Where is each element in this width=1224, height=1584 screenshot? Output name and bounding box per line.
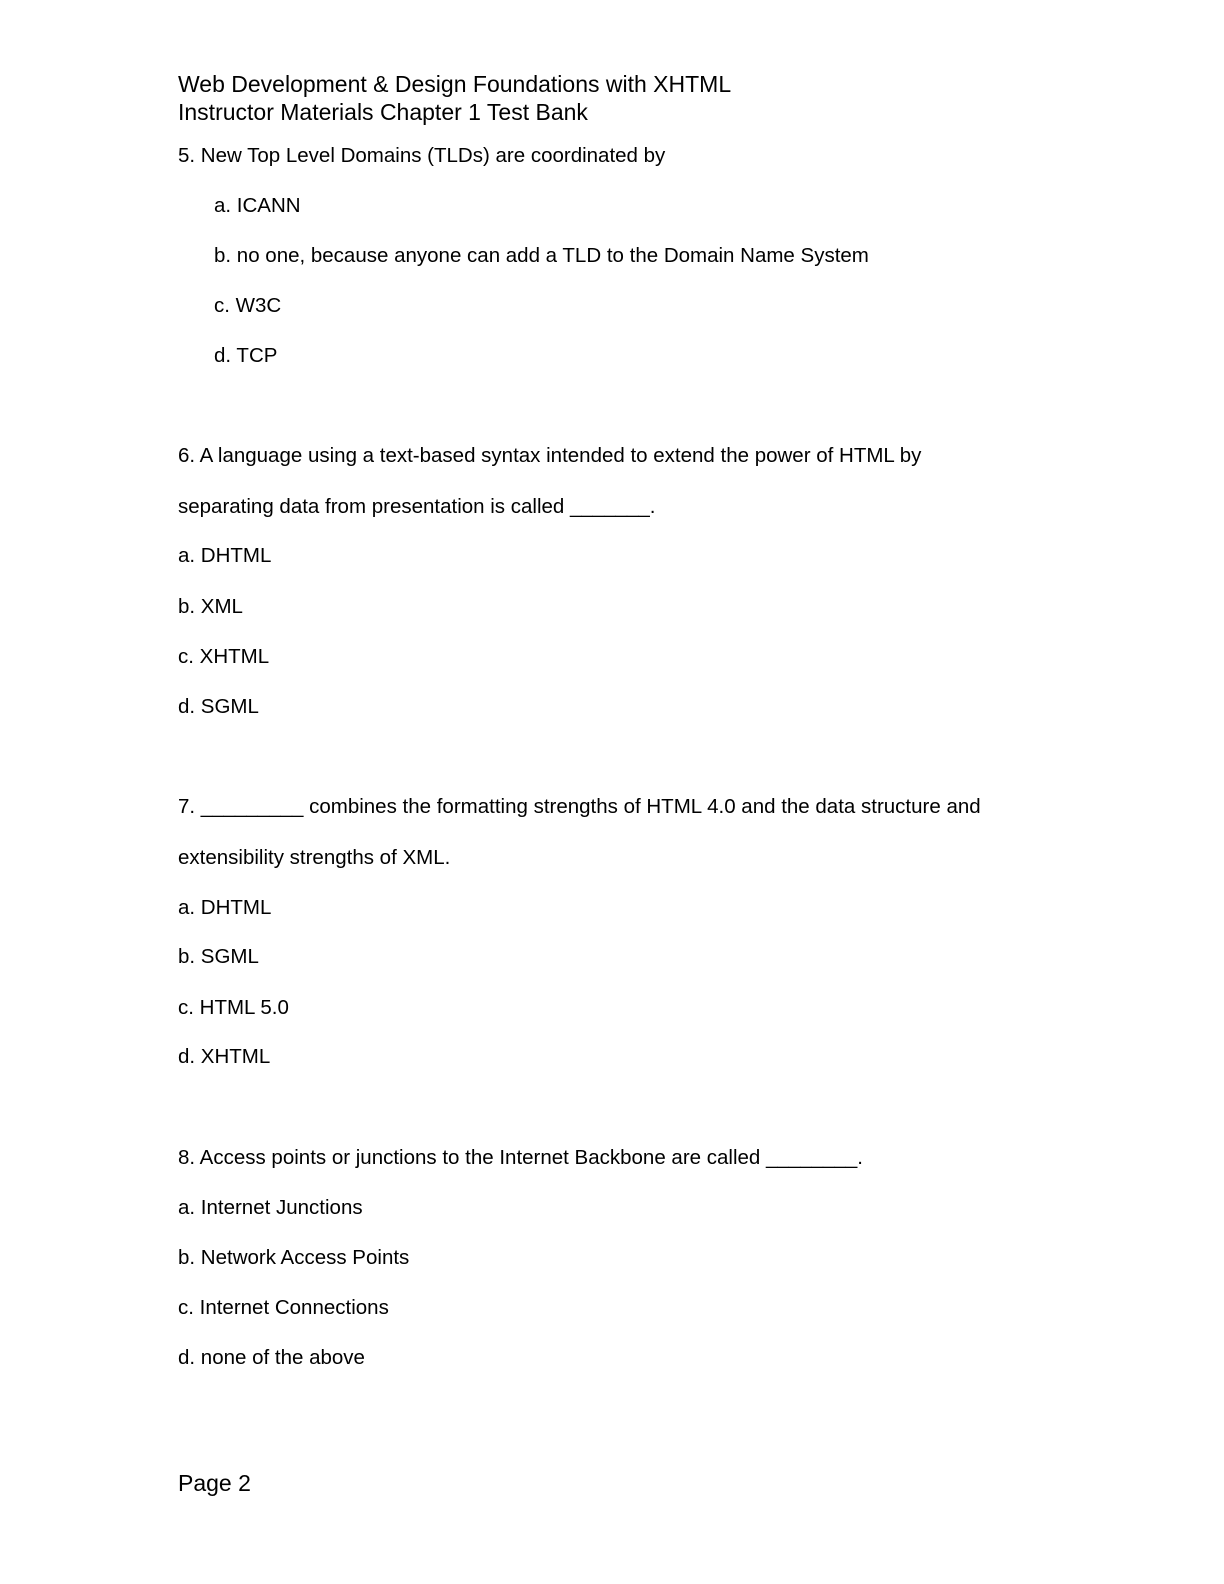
question-5-option-b: b. no one, because anyone can add a TLD to the Domain Name System [214,244,869,267]
question-5-option-a: a. ICANN [214,194,301,217]
question-8-option-d: d. none of the above [178,1346,365,1369]
question-6-stem-line-1: 6. A language using a text-based syntax intended to extend the power of HTML by [178,444,922,467]
question-6-option-d: d. SGML [178,695,259,718]
question-6-option-b: b. XML [178,595,243,618]
page-number: Page 2 [178,1470,251,1496]
question-8-option-a: a. Internet Junctions [178,1196,363,1219]
question-7-option-b: b. SGML [178,945,259,968]
question-6-stem-line-2: separating data from presentation is called _______. [178,495,656,518]
question-5-option-c: c. W3C [214,294,282,317]
question-8-stem: 8. Access points or junctions to the Internet Backbone are called ________. [178,1146,863,1169]
question-8-option-b: b. Network Access Points [178,1246,410,1269]
question-7-stem-line-1: 7. _________ combines the formatting strengths of HTML 4.0 and the data structure and [178,795,981,818]
header-subtitle: Instructor Materials Chapter 1 Test Bank [178,99,588,125]
question-8-option-c: c. Internet Connections [178,1296,389,1319]
header-title: Web Development & Design Foundations with XHTML [178,71,732,97]
question-7-stem-line-2: extensibility strengths of XML. [178,846,451,869]
question-5-option-d: d. TCP [214,344,278,367]
question-6-option-c: c. XHTML [178,645,270,668]
question-7-option-d: d. XHTML [178,1045,271,1068]
page-header [178,70,731,126]
question-7-option-a: a. DHTML [178,896,272,919]
question-6-option-a: a. DHTML [178,544,272,567]
question-7-option-c: c. HTML 5.0 [178,996,289,1019]
question-5-stem: 5. New Top Level Domains (TLDs) are coordinated by [178,144,666,167]
